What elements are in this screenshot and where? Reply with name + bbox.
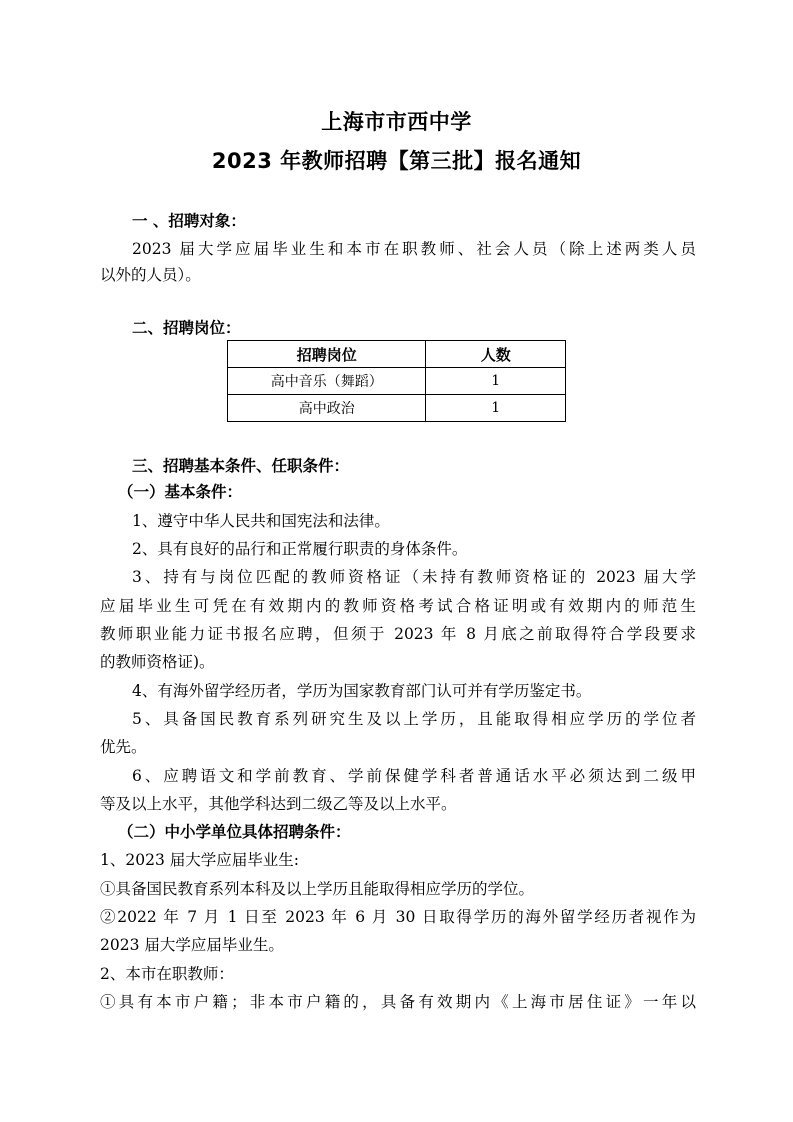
paragraph-line: 优先。 [100, 738, 147, 756]
list-item: 6、应聘语文和学前教育、学前保健学科者普通话水平必须达到二级甲 [132, 767, 696, 785]
paragraph-line: 教师职业能力证书报名应聘，但须于 2023 年 8 月底之前取得符合学段要求 [100, 625, 696, 643]
table-cell: 高中音乐（舞蹈） [228, 368, 426, 395]
table-row [228, 368, 566, 395]
paragraph-line: 以外的人员）。 [100, 266, 201, 284]
list-item: 4、有海外留学经历者，学历为国家教育部门认可并有学历鉴定书。 [132, 682, 592, 700]
list-item: 2、本市在职教师： [100, 965, 234, 983]
paragraph-line: 的教师资格证)。 [100, 653, 215, 671]
table-header-cell: 招聘岗位 [228, 341, 426, 368]
subsection-heading: （二）中小学单位具体招聘条件： [118, 823, 351, 841]
paragraph-line: 2023 届大学应届毕业生。 [100, 936, 284, 954]
table-header-cell: 人数 [426, 341, 566, 368]
section-heading-positions: 二、招聘岗位： [132, 319, 241, 337]
list-item: 3、持有与岗位匹配的教师资格证（未持有教师资格证的 2023 届大学 [132, 568, 696, 586]
positions-table [227, 340, 566, 422]
list-item: 5、具备国民教育系列研究生及以上学历，且能取得相应学历的学位者 [132, 710, 696, 728]
table-cell: 1 [426, 395, 566, 422]
list-item: 1、遵守中华人民共和国宪法和法律。 [132, 512, 390, 530]
table-cell: 高中政治 [228, 395, 426, 422]
table-cell: 1 [426, 368, 566, 395]
list-item: 2、具有良好的品行和正常履行职责的身体条件。 [132, 540, 468, 558]
table-row [228, 395, 566, 422]
section-heading-targets: 一 、招聘对象： [132, 212, 246, 230]
list-item: ①具备国民教育系列本科及以上学历且能取得相应学历的学位。 [100, 880, 535, 898]
section-heading-conditions: 三、招聘基本条件、任职条件： [132, 457, 350, 475]
list-item: 1、2023 届大学应届毕业生: [100, 851, 299, 869]
table-header-row [228, 341, 566, 368]
paragraph-line: 2023 届大学应届毕业生和本市在职教师、社会人员（除上述两类人员 [132, 240, 696, 258]
subsection-heading: （一）基本条件： [118, 483, 243, 501]
list-item: ①具有本市户籍；非本市户籍的，具备有效期内《上海市居住证》一年以 [100, 993, 696, 1011]
paragraph-line: 应届毕业生可凭在有效期内的教师资格考试合格证明或有效期内的师范生 [100, 597, 696, 615]
paragraph-line: 等及以上水平，其他学科达到二级乙等及以上水平。 [100, 795, 457, 813]
list-item: ②2022 年 7 月 1 日至 2023 年 6 月 30 日取得学历的海外留学经历者视作为 [100, 908, 696, 926]
document-title: 上海市市西中学 [321, 110, 472, 134]
document-subtitle: 2023 年教师招聘【第三批】报名通知 [211, 149, 582, 173]
